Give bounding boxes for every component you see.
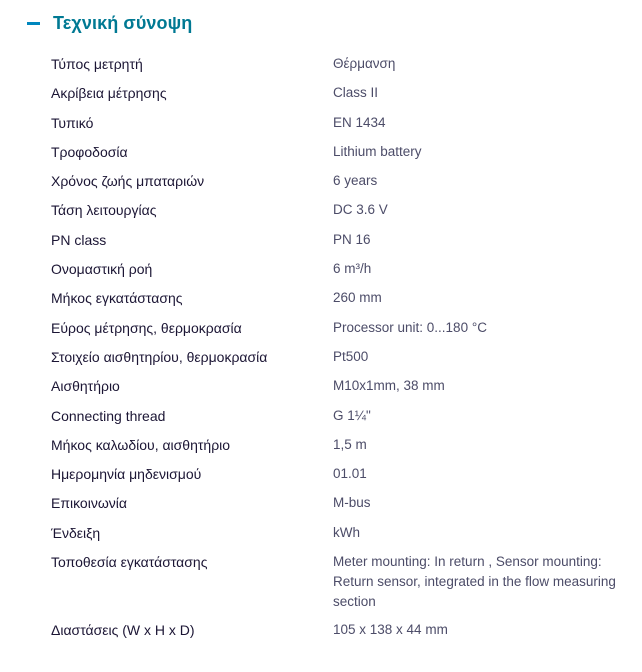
spec-label: Χρόνος ζωής μπαταριών: [51, 173, 205, 190]
spec-row: [51, 196, 636, 225]
spec-label: Εύρος μέτρησης, θερμοκρασία: [51, 319, 242, 336]
spec-label: Επικοινωνία: [51, 495, 127, 512]
spec-row: [51, 226, 636, 255]
technical-summary-header[interactable]: [26, 10, 192, 36]
spec-label: Μήκος καλωδίου, αισθητήριο: [51, 436, 231, 453]
spec-value: 260 mm: [333, 290, 382, 306]
spec-row: [51, 50, 636, 79]
spec-label: Τύπος μετρητή: [51, 56, 143, 72]
spec-value: 105 x 138 x 44 mm: [333, 622, 448, 638]
spec-row: [51, 314, 636, 343]
spec-row: [51, 519, 636, 548]
spec-value: M10x1mm, 38 mm: [333, 378, 445, 394]
spec-label: Αισθητήριο: [51, 378, 120, 395]
spec-label: Connecting thread: [51, 407, 166, 424]
spec-row: [51, 109, 636, 138]
spec-value: DC 3.6 V: [333, 202, 388, 218]
spec-value: Pt500: [333, 348, 369, 364]
spec-value: Processor unit: 0...180 °C: [333, 319, 487, 335]
spec-value: PN 16: [333, 231, 371, 247]
spec-label: Ένδειξη: [51, 524, 101, 541]
minus-icon[interactable]: [26, 16, 40, 30]
spec-row: [51, 372, 636, 401]
spec-label: Διαστάσεις (W x H x D): [51, 622, 195, 639]
spec-label: Μήκος εγκατάστασης: [51, 290, 183, 307]
spec-row: [51, 402, 636, 431]
spec-value: EN 1434: [333, 114, 386, 130]
spec-value: 6 m³/h: [333, 261, 372, 277]
spec-label: Ημερομηνία μηδενισμού: [51, 466, 202, 483]
spec-table: [51, 50, 636, 645]
spec-value: 6 years: [333, 173, 378, 189]
spec-row: [51, 460, 636, 489]
spec-label: Τροφοδοσία: [51, 143, 128, 160]
spec-row: [51, 284, 636, 313]
spec-value: Meter mounting: In return , Sensor mounting: Return sensor, integrated in the flow measuring section: [333, 554, 616, 610]
spec-value: Class II: [333, 85, 379, 101]
spec-row: [51, 79, 636, 108]
spec-value: 1,5 m: [333, 436, 367, 452]
spec-value: Θέρμανση: [333, 56, 396, 71]
spec-label: Τοποθεσία εγκατάστασης: [51, 554, 208, 571]
spec-value: G 1¼": [333, 407, 371, 423]
spec-value: kWh: [333, 524, 360, 540]
spec-label: Ονομαστική ροή: [51, 261, 153, 278]
spec-row: [51, 255, 636, 284]
spec-row: [51, 167, 636, 196]
spec-value: 01.01: [333, 466, 367, 482]
spec-value: Lithium battery: [333, 143, 422, 159]
spec-label: PN class: [51, 231, 107, 248]
spec-row: [51, 138, 636, 167]
spec-row: [51, 489, 636, 518]
spec-label: Τάση λειτουργίας: [51, 202, 157, 219]
spec-row: [51, 616, 636, 645]
spec-label: Τυπικό: [51, 114, 94, 131]
spec-row: [51, 431, 636, 460]
spec-label: Στοιχείο αισθητηρίου, θερμοκρασία: [51, 348, 268, 365]
section-title: Τεχνική σύνοψη: [53, 12, 193, 33]
spec-label: Ακρίβεια μέτρησης: [51, 85, 167, 102]
spec-row: [51, 548, 636, 616]
spec-value: M-bus: [333, 495, 371, 511]
spec-row: [51, 343, 636, 372]
